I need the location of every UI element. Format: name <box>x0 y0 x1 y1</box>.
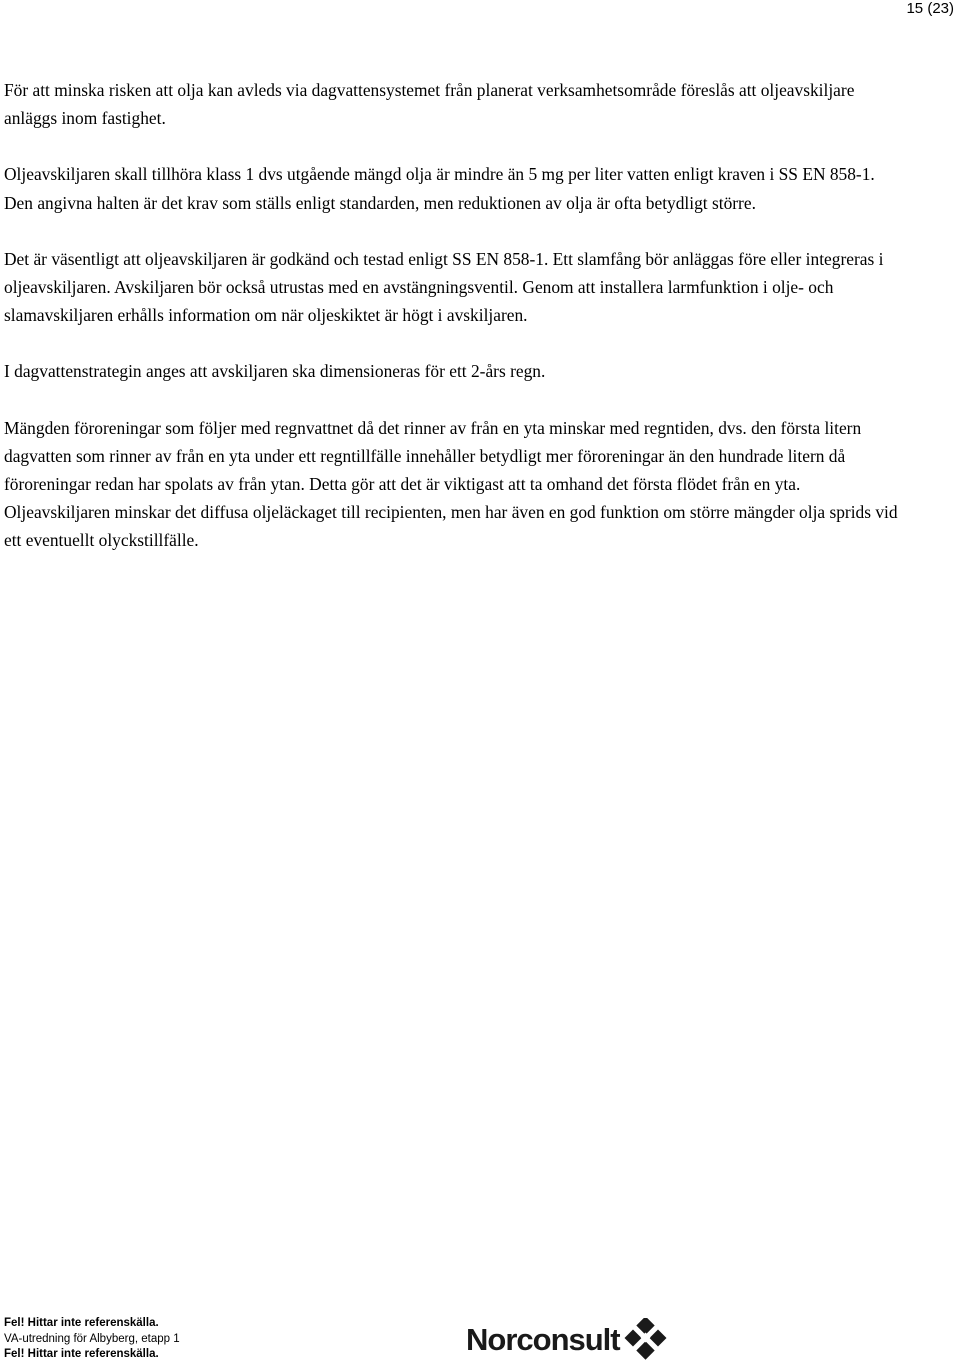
logo-text: Norconsult <box>466 1322 620 1357</box>
document-body <box>4 76 904 583</box>
footer-report-title: VA-utredning för Albyberg, etapp 1 <box>4 1332 180 1345</box>
paragraph-first-flush: Mängden föroreningar som följer med regnvattnet då det rinner av från en yta minskar med regntiden, dvs. den första litern dagvatten som rinner av från en yta under ett regntillfälle innehåller betydligt mer föroreningar än den hundrade litern då föroreningar redan har spolats av från ytan. Detta gör att det är viktigast att ta omhand det första flödet från en yta. Oljeavskiljaren minskar det diffusa oljeläckaget till recipienten, men har även en god funktion om större mängder olja sprids vid ett eventuellt olyckstillfälle. <box>4 417 898 551</box>
footer-reference-error-2: Fel! Hittar inte referenskälla. <box>4 1348 159 1360</box>
paragraph-dimensioning: I dagvattenstrategin anges att avskiljaren ska dimensioneras för ett 2-års regn. <box>4 361 546 382</box>
paragraph-separator-class: Oljeavskiljaren skall tillhöra klass 1 dvs utgående mängd olja är mindre än 5 mg per liter vatten enligt kraven i SS EN 858-1. Den angivna halten är det krav som ställs enligt standarden, men reduktionen av olja är ofta betydligt större. <box>4 164 875 213</box>
footer-reference-error-1: Fel! Hittar inte referenskälla. <box>4 1317 159 1329</box>
norconsult-logo <box>466 1318 668 1362</box>
paragraph-approval: Det är väsentligt att oljeavskiljaren är godkänd och testad enligt SS EN 858-1. Ett slamfång bör anläggas före eller integreras i oljeavskiljaren. Avskiljaren bör också utrustas med en avstängningsventil. Genom att installera larmfunktion i olje- och slamavskiljaren erhålls information om när oljeskiktet är högt i avskiljaren. <box>4 248 884 326</box>
page-number: 15 (23) <box>906 0 954 17</box>
footer <box>4 1316 180 1363</box>
paragraph-oil-risk: För att minska risken att olja kan avleds via dagvattensystemet från planerat verksamhetsområde föreslås att oljeavskiljare anläggs inom fastighet. <box>4 80 855 129</box>
norconsult-diamond-logo-icon <box>624 1318 668 1362</box>
